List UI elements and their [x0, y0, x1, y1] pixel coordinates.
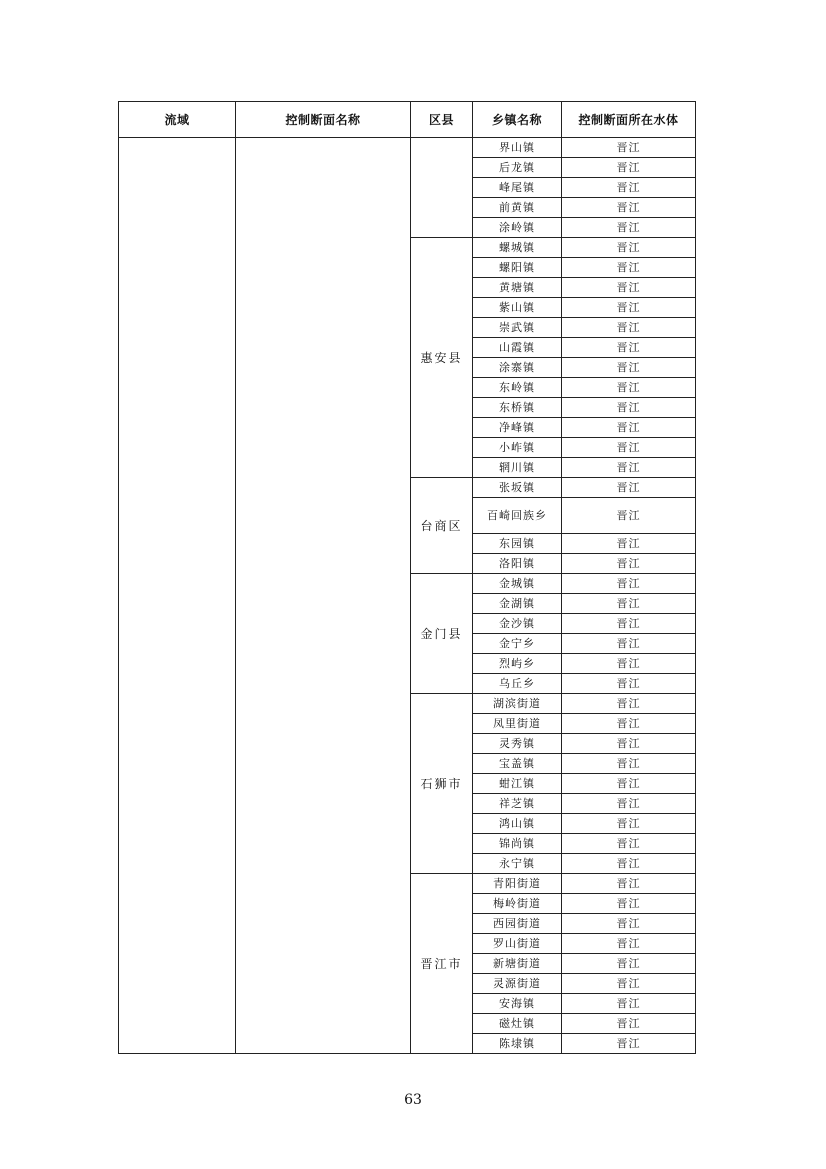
town-name-cell: 百崎回族乡 [473, 498, 562, 534]
water-body-cell: 晋江 [562, 934, 696, 954]
town-name-cell: 金沙镇 [473, 614, 562, 634]
page-number: 63 [404, 1092, 422, 1108]
town-name-cell: 东桥镇 [473, 398, 562, 418]
water-body-cell: 晋江 [562, 874, 696, 894]
water-body-cell: 晋江 [562, 674, 696, 694]
water-body-cell: 晋江 [562, 914, 696, 934]
water-body-cell: 晋江 [562, 498, 696, 534]
section-table [118, 101, 696, 1054]
water-body-cell: 晋江 [562, 478, 696, 498]
town-name-cell: 界山镇 [473, 138, 562, 158]
header-row [119, 102, 696, 138]
water-body-cell: 晋江 [562, 794, 696, 814]
town-name-cell: 辋川镇 [473, 458, 562, 478]
water-body-cell: 晋江 [562, 614, 696, 634]
water-body-cell: 晋江 [562, 734, 696, 754]
county-cell: 金门县 [411, 574, 473, 694]
town-name-cell: 锦尚镇 [473, 834, 562, 854]
water-body-cell: 晋江 [562, 278, 696, 298]
county-cell [411, 138, 473, 238]
town-name-cell: 灵秀镇 [473, 734, 562, 754]
header-section-name: 控制断面名称 [236, 102, 411, 138]
water-body-cell: 晋江 [562, 138, 696, 158]
town-name-cell: 涂寨镇 [473, 358, 562, 378]
water-body-cell: 晋江 [562, 854, 696, 874]
water-body-cell: 晋江 [562, 774, 696, 794]
county-cell: 惠安县 [411, 238, 473, 478]
town-name-cell: 前黄镇 [473, 198, 562, 218]
water-body-cell: 晋江 [562, 238, 696, 258]
header-town: 乡镇名称 [473, 102, 562, 138]
town-name-cell: 凤里街道 [473, 714, 562, 734]
town-name-cell: 峰尾镇 [473, 178, 562, 198]
town-name-cell: 小岞镇 [473, 438, 562, 458]
water-body-cell: 晋江 [562, 654, 696, 674]
town-name-cell: 安海镇 [473, 994, 562, 1014]
water-body-cell: 晋江 [562, 574, 696, 594]
water-body-cell: 晋江 [562, 714, 696, 734]
town-name-cell: 陈埭镇 [473, 1034, 562, 1054]
water-body-cell: 晋江 [562, 378, 696, 398]
water-body-cell: 晋江 [562, 178, 696, 198]
water-body-cell: 晋江 [562, 554, 696, 574]
county-cell: 石狮市 [411, 694, 473, 874]
water-body-cell: 晋江 [562, 974, 696, 994]
town-name-cell: 磁灶镇 [473, 1014, 562, 1034]
town-name-cell: 新塘街道 [473, 954, 562, 974]
water-body-cell: 晋江 [562, 358, 696, 378]
water-body-cell: 晋江 [562, 438, 696, 458]
water-body-cell: 晋江 [562, 814, 696, 834]
water-body-cell: 晋江 [562, 218, 696, 238]
town-name-cell: 祥芝镇 [473, 794, 562, 814]
town-name-cell: 东园镇 [473, 534, 562, 554]
town-name-cell: 螺阳镇 [473, 258, 562, 278]
water-body-cell: 晋江 [562, 398, 696, 418]
town-name-cell: 蚶江镇 [473, 774, 562, 794]
town-name-cell: 梅岭街道 [473, 894, 562, 914]
water-body-cell: 晋江 [562, 158, 696, 178]
town-name-cell: 张坂镇 [473, 478, 562, 498]
town-name-cell: 灵源街道 [473, 974, 562, 994]
town-name-cell: 洛阳镇 [473, 554, 562, 574]
town-name-cell: 烈屿乡 [473, 654, 562, 674]
water-body-cell: 晋江 [562, 1034, 696, 1054]
water-body-cell: 晋江 [562, 634, 696, 654]
town-name-cell: 螺城镇 [473, 238, 562, 258]
table-row [119, 138, 696, 158]
water-body-cell: 晋江 [562, 418, 696, 438]
water-body-cell: 晋江 [562, 894, 696, 914]
town-name-cell: 湖滨街道 [473, 694, 562, 714]
water-body-cell: 晋江 [562, 1014, 696, 1034]
town-name-cell: 鸿山镇 [473, 814, 562, 834]
town-name-cell: 东岭镇 [473, 378, 562, 398]
water-body-cell: 晋江 [562, 834, 696, 854]
water-body-cell: 晋江 [562, 198, 696, 218]
town-name-cell: 净峰镇 [473, 418, 562, 438]
town-name-cell: 金湖镇 [473, 594, 562, 614]
water-body-cell: 晋江 [562, 318, 696, 338]
section-name-cell [236, 138, 411, 1054]
county-cell: 台商区 [411, 478, 473, 574]
town-name-cell: 乌丘乡 [473, 674, 562, 694]
town-name-cell: 后龙镇 [473, 158, 562, 178]
water-body-cell: 晋江 [562, 954, 696, 974]
county-cell: 晋江市 [411, 874, 473, 1054]
table-body [119, 138, 696, 1054]
water-body-cell: 晋江 [562, 694, 696, 714]
header-county: 区县 [411, 102, 473, 138]
water-body-cell: 晋江 [562, 754, 696, 774]
town-name-cell: 紫山镇 [473, 298, 562, 318]
header-basin: 流域 [119, 102, 236, 138]
water-body-cell: 晋江 [562, 534, 696, 554]
town-name-cell: 宝盖镇 [473, 754, 562, 774]
town-name-cell: 山霞镇 [473, 338, 562, 358]
header-water-body: 控制断面所在水体 [562, 102, 696, 138]
town-name-cell: 永宁镇 [473, 854, 562, 874]
basin-cell [119, 138, 236, 1054]
town-name-cell: 西园街道 [473, 914, 562, 934]
town-name-cell: 黄塘镇 [473, 278, 562, 298]
town-name-cell: 罗山街道 [473, 934, 562, 954]
water-body-cell: 晋江 [562, 458, 696, 478]
water-body-cell: 晋江 [562, 258, 696, 278]
town-name-cell: 青阳街道 [473, 874, 562, 894]
town-name-cell: 崇武镇 [473, 318, 562, 338]
town-name-cell: 金城镇 [473, 574, 562, 594]
water-body-cell: 晋江 [562, 994, 696, 1014]
town-name-cell: 涂岭镇 [473, 218, 562, 238]
town-name-cell: 金宁乡 [473, 634, 562, 654]
water-body-cell: 晋江 [562, 338, 696, 358]
water-body-cell: 晋江 [562, 594, 696, 614]
water-body-cell: 晋江 [562, 298, 696, 318]
